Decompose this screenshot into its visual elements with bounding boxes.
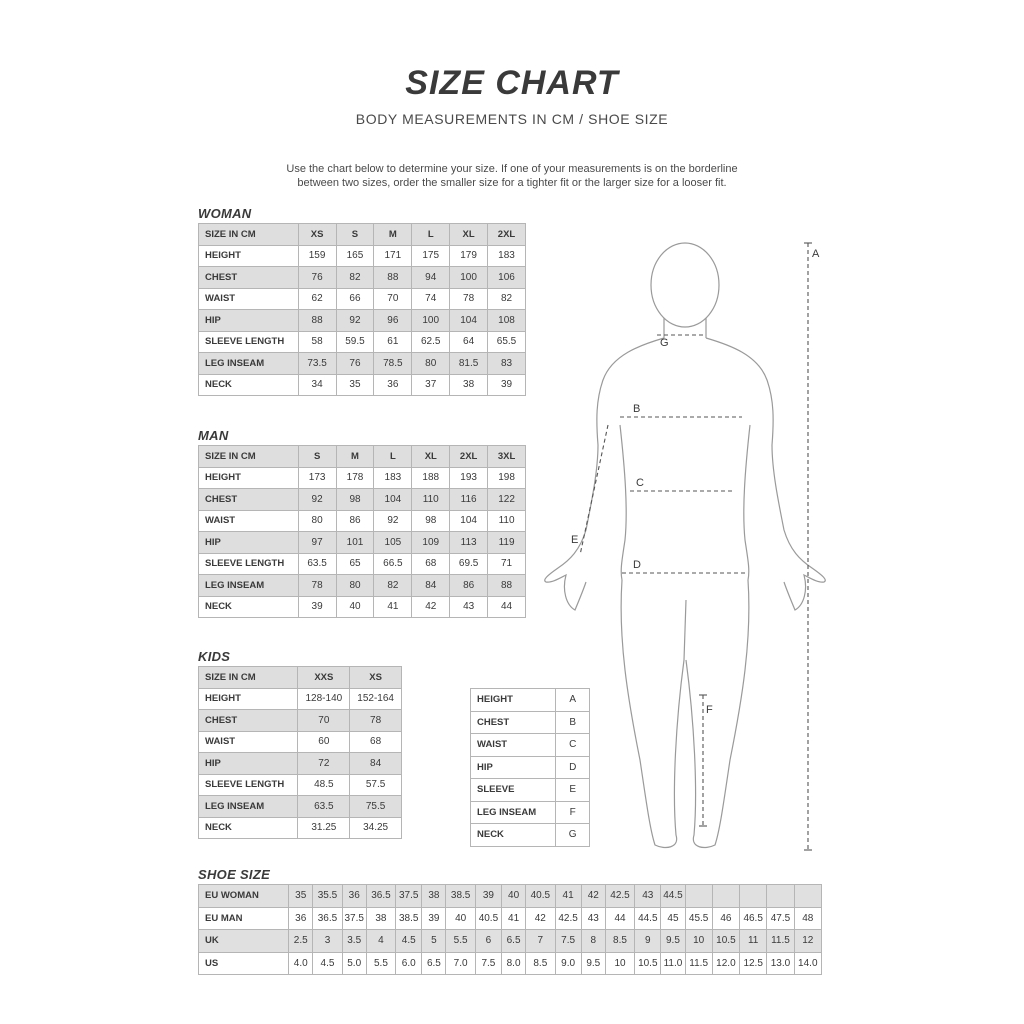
woman-row-label: LEG INSEAM <box>199 353 299 375</box>
shoe-cell: 9.5 <box>581 952 605 975</box>
man-row-label: HEIGHT <box>199 467 299 489</box>
shoe-cell: 40.5 <box>526 885 555 908</box>
man-cell: 116 <box>450 489 488 511</box>
body-outline <box>545 243 826 848</box>
shoe-size-table <box>198 884 822 975</box>
man-cell: 97 <box>298 532 336 554</box>
shoe-cell: 8 <box>581 930 605 953</box>
man-cell: 3XL <box>488 446 526 468</box>
woman-cell: 35 <box>336 374 374 396</box>
kids-table-row <box>199 667 402 689</box>
shoe-row-label: EU MAN <box>199 907 289 930</box>
shoe-cell: 9.5 <box>661 930 685 953</box>
kids-table-row <box>199 710 402 732</box>
shoe-cell: 12.5 <box>740 952 767 975</box>
shoe-cell: 14.0 <box>794 952 821 975</box>
shoe-cell: 38.5 <box>396 907 422 930</box>
kids-table-row <box>199 731 402 753</box>
woman-cell: 82 <box>336 267 374 289</box>
woman-cell: 59.5 <box>336 331 374 353</box>
man-cell: 188 <box>412 467 450 489</box>
legend-row-label: SLEEVE <box>471 779 556 802</box>
shoe-row-label: EU WOMAN <box>199 885 289 908</box>
shoe-cell: 5.0 <box>342 952 366 975</box>
shoe-cell: 35.5 <box>313 885 342 908</box>
shoe-cell: 39 <box>475 885 501 908</box>
woman-row-label: SLEEVE LENGTH <box>199 331 299 353</box>
man-cell: 92 <box>374 510 412 532</box>
shoe-table-row <box>199 907 822 930</box>
woman-table-row <box>199 310 526 332</box>
man-cell: 101 <box>336 532 374 554</box>
woman-section-title: WOMAN <box>198 206 252 221</box>
woman-table-row <box>199 374 526 396</box>
shoe-cell: 12 <box>794 930 821 953</box>
woman-cell: 159 <box>298 245 336 267</box>
shoe-cell: 5 <box>422 930 446 953</box>
shoe-row-label: UK <box>199 930 289 953</box>
woman-cell: 2XL <box>488 224 526 246</box>
kids-table-row <box>199 796 402 818</box>
man-cell: M <box>336 446 374 468</box>
woman-cell: 61 <box>374 331 412 353</box>
man-cell: 119 <box>488 532 526 554</box>
shoe-cell <box>767 885 794 908</box>
woman-cell: 66 <box>336 288 374 310</box>
woman-cell: 83 <box>488 353 526 375</box>
shoe-cell: 9.0 <box>555 952 581 975</box>
woman-cell: 165 <box>336 245 374 267</box>
man-cell: 82 <box>374 575 412 597</box>
kids-cell: 78 <box>350 710 402 732</box>
woman-cell: 62 <box>298 288 336 310</box>
man-row-label: CHEST <box>199 489 299 511</box>
shoe-cell: 3 <box>313 930 342 953</box>
legend-row-label: LEG INSEAM <box>471 801 556 824</box>
man-cell: 109 <box>412 532 450 554</box>
shoe-cell: 8.0 <box>502 952 526 975</box>
shoe-cell: 36.5 <box>313 907 342 930</box>
woman-row-label: HIP <box>199 310 299 332</box>
shoe-cell: 7.5 <box>475 952 501 975</box>
page-subtitle: BODY MEASUREMENTS IN CM / SHOE SIZE <box>355 111 669 127</box>
man-cell: 104 <box>450 510 488 532</box>
kids-cell: 128-140 <box>298 688 350 710</box>
man-table-row <box>199 575 526 597</box>
shoe-cell: 9 <box>635 930 661 953</box>
shoe-cell: 35 <box>289 885 313 908</box>
kids-table-row <box>199 688 402 710</box>
shoe-cell: 46.5 <box>740 907 767 930</box>
shoe-cell: 40.5 <box>475 907 501 930</box>
woman-row-label: SIZE IN CM <box>199 224 299 246</box>
man-cell: 71 <box>488 553 526 575</box>
kids-cell: XS <box>350 667 402 689</box>
woman-size-table <box>198 223 526 396</box>
shoe-cell: 12.0 <box>712 952 739 975</box>
shoe-cell: 38 <box>422 885 446 908</box>
man-cell: 113 <box>450 532 488 554</box>
woman-row-label: CHEST <box>199 267 299 289</box>
woman-cell: M <box>374 224 412 246</box>
shoe-cell: 11.5 <box>685 952 712 975</box>
marker-label-a: A <box>812 248 820 260</box>
page-title: SIZE CHART <box>405 64 619 102</box>
shoe-cell: 5.5 <box>446 930 475 953</box>
kids-cell: 60 <box>298 731 350 753</box>
intro-line-1: Use the chart below to determine your size. If one of your measurements is on the borderline <box>286 163 738 175</box>
man-cell: 43 <box>450 596 488 618</box>
kids-row-label: HIP <box>199 753 298 775</box>
kids-row-label: LEG INSEAM <box>199 796 298 818</box>
woman-table-row <box>199 353 526 375</box>
kids-row-label: HEIGHT <box>199 688 298 710</box>
man-cell: 86 <box>450 575 488 597</box>
shoe-cell: 39 <box>422 907 446 930</box>
woman-cell: 81.5 <box>450 353 488 375</box>
woman-cell: 104 <box>450 310 488 332</box>
shoe-cell: 44.5 <box>635 907 661 930</box>
shoe-cell: 36.5 <box>366 885 395 908</box>
shoe-cell: 44.5 <box>661 885 685 908</box>
woman-cell: 58 <box>298 331 336 353</box>
kids-cell: 34.25 <box>350 817 402 839</box>
legend-cell: E <box>556 779 590 802</box>
kids-cell: 31.25 <box>298 817 350 839</box>
man-cell: L <box>374 446 412 468</box>
shoe-cell: 2.5 <box>289 930 313 953</box>
woman-cell: 88 <box>374 267 412 289</box>
kids-cell: 75.5 <box>350 796 402 818</box>
man-table-row <box>199 446 526 468</box>
legend-cell: C <box>556 734 590 757</box>
woman-cell: 36 <box>374 374 412 396</box>
kids-cell: XXS <box>298 667 350 689</box>
shoe-cell: 38.5 <box>446 885 475 908</box>
shoe-cell: 3.5 <box>342 930 366 953</box>
man-table-row <box>199 510 526 532</box>
kids-row-label: NECK <box>199 817 298 839</box>
shoe-cell: 47.5 <box>767 907 794 930</box>
marker-label-g: G <box>660 337 669 349</box>
woman-cell: 65.5 <box>488 331 526 353</box>
shoe-section-title: SHOE SIZE <box>198 867 271 882</box>
shoe-cell: 37.5 <box>342 907 366 930</box>
shoe-cell: 4.5 <box>396 930 422 953</box>
man-cell: 2XL <box>450 446 488 468</box>
woman-cell: 88 <box>298 310 336 332</box>
kids-size-table <box>198 666 402 839</box>
shoe-cell: 13.0 <box>767 952 794 975</box>
marker-label-d: D <box>633 559 641 571</box>
man-cell: 65 <box>336 553 374 575</box>
woman-row-label: HEIGHT <box>199 245 299 267</box>
woman-cell: 78 <box>450 288 488 310</box>
woman-cell: 175 <box>412 245 450 267</box>
woman-cell: 92 <box>336 310 374 332</box>
shoe-cell: 40 <box>446 907 475 930</box>
shoe-cell: 42 <box>581 885 605 908</box>
shoe-cell: 7.0 <box>446 952 475 975</box>
shoe-cell: 6 <box>475 930 501 953</box>
woman-cell: 78.5 <box>374 353 412 375</box>
shoe-cell: 5.5 <box>366 952 395 975</box>
man-cell: 98 <box>412 510 450 532</box>
shoe-cell: 10 <box>605 952 634 975</box>
shoe-cell: 8.5 <box>605 930 634 953</box>
man-cell: 193 <box>450 467 488 489</box>
man-cell: S <box>298 446 336 468</box>
shoe-cell: 36 <box>289 907 313 930</box>
legend-row-label: HEIGHT <box>471 689 556 712</box>
man-cell: 173 <box>298 467 336 489</box>
kids-row-label: SLEEVE LENGTH <box>199 774 298 796</box>
marker-label-b: B <box>633 403 641 415</box>
man-cell: 86 <box>336 510 374 532</box>
woman-cell: XL <box>450 224 488 246</box>
shoe-cell: 10 <box>685 930 712 953</box>
woman-row-label: NECK <box>199 374 299 396</box>
man-cell: 69.5 <box>450 553 488 575</box>
man-table-row <box>199 596 526 618</box>
man-cell: 183 <box>374 467 412 489</box>
woman-cell: 73.5 <box>298 353 336 375</box>
man-cell: 66.5 <box>374 553 412 575</box>
man-cell: 40 <box>336 596 374 618</box>
kids-table-row <box>199 817 402 839</box>
man-row-label: SLEEVE LENGTH <box>199 553 299 575</box>
legend-cell: B <box>556 711 590 734</box>
man-cell: 84 <box>412 575 450 597</box>
woman-table-row <box>199 245 526 267</box>
shoe-cell: 6.5 <box>422 952 446 975</box>
woman-cell: 64 <box>450 331 488 353</box>
woman-cell: 37 <box>412 374 450 396</box>
legend-cell: G <box>556 824 590 847</box>
man-cell: 80 <box>336 575 374 597</box>
man-cell: XL <box>412 446 450 468</box>
man-cell: 44 <box>488 596 526 618</box>
legend-cell: A <box>556 689 590 712</box>
woman-cell: 34 <box>298 374 336 396</box>
man-table-row <box>199 467 526 489</box>
shoe-cell: 6.0 <box>396 952 422 975</box>
shoe-cell: 43 <box>635 885 661 908</box>
legend-cell: D <box>556 756 590 779</box>
woman-cell: 62.5 <box>412 331 450 353</box>
kids-section-title: KIDS <box>198 649 231 664</box>
shoe-cell: 7 <box>526 930 555 953</box>
shoe-cell: 6.5 <box>502 930 526 953</box>
woman-cell: 39 <box>488 374 526 396</box>
kids-cell: 68 <box>350 731 402 753</box>
kids-cell: 48.5 <box>298 774 350 796</box>
shoe-cell: 43 <box>581 907 605 930</box>
measurement-markers <box>580 243 808 850</box>
woman-cell: S <box>336 224 374 246</box>
man-cell: 104 <box>374 489 412 511</box>
legend-row-label: HIP <box>471 756 556 779</box>
man-section-title: MAN <box>198 428 229 443</box>
shoe-cell: 41 <box>502 907 526 930</box>
shoe-cell: 45 <box>661 907 685 930</box>
shoe-cell: 7.5 <box>555 930 581 953</box>
kids-cell: 63.5 <box>298 796 350 818</box>
legend-row-label: CHEST <box>471 711 556 734</box>
shoe-cell: 11.0 <box>661 952 685 975</box>
man-cell: 98 <box>336 489 374 511</box>
legend-cell: F <box>556 801 590 824</box>
woman-cell: 80 <box>412 353 450 375</box>
man-cell: 39 <box>298 596 336 618</box>
kids-cell: 84 <box>350 753 402 775</box>
shoe-cell: 45.5 <box>685 907 712 930</box>
shoe-cell: 44 <box>605 907 634 930</box>
shoe-table-row <box>199 885 822 908</box>
woman-cell: L <box>412 224 450 246</box>
woman-cell: 100 <box>412 310 450 332</box>
shoe-cell <box>794 885 821 908</box>
man-cell: 41 <box>374 596 412 618</box>
woman-row-label: WAIST <box>199 288 299 310</box>
kids-table-row <box>199 774 402 796</box>
woman-cell: 38 <box>450 374 488 396</box>
kids-row-label: CHEST <box>199 710 298 732</box>
shoe-table-row <box>199 930 822 953</box>
man-cell: 110 <box>488 510 526 532</box>
woman-table-row <box>199 224 526 246</box>
shoe-cell: 37.5 <box>396 885 422 908</box>
shoe-cell <box>685 885 712 908</box>
shoe-cell: 10.5 <box>635 952 661 975</box>
kids-cell: 57.5 <box>350 774 402 796</box>
man-cell: 80 <box>298 510 336 532</box>
man-cell: 88 <box>488 575 526 597</box>
intro-line-2: between two sizes, order the smaller size for a tighter fit or the larger size for a looser fit. <box>297 177 727 189</box>
shoe-table-row <box>199 952 822 975</box>
man-cell: 78 <box>298 575 336 597</box>
body-measurement-figure <box>530 230 830 860</box>
shoe-cell: 10.5 <box>712 930 739 953</box>
shoe-cell: 42 <box>526 907 555 930</box>
shoe-cell: 4 <box>366 930 395 953</box>
woman-cell: 106 <box>488 267 526 289</box>
shoe-cell: 11 <box>740 930 767 953</box>
woman-cell: 76 <box>336 353 374 375</box>
marker-label-e: E <box>571 534 579 546</box>
woman-cell: 70 <box>374 288 412 310</box>
man-row-label: WAIST <box>199 510 299 532</box>
marker-end-ticks <box>699 243 812 850</box>
sleeve-marker-line <box>580 425 608 555</box>
kids-table-row <box>199 753 402 775</box>
woman-cell: 171 <box>374 245 412 267</box>
woman-table-row <box>199 267 526 289</box>
man-cell: 68 <box>412 553 450 575</box>
man-cell: 110 <box>412 489 450 511</box>
woman-table-row <box>199 331 526 353</box>
woman-cell: 74 <box>412 288 450 310</box>
kids-row-label: SIZE IN CM <box>199 667 298 689</box>
legend-row-label: WAIST <box>471 734 556 757</box>
kids-cell: 72 <box>298 753 350 775</box>
woman-table-row <box>199 288 526 310</box>
woman-cell: 76 <box>298 267 336 289</box>
man-cell: 42 <box>412 596 450 618</box>
shoe-row-label: US <box>199 952 289 975</box>
woman-cell: 94 <box>412 267 450 289</box>
man-cell: 63.5 <box>298 553 336 575</box>
woman-cell: 96 <box>374 310 412 332</box>
shoe-cell: 11.5 <box>767 930 794 953</box>
legend-row-label: NECK <box>471 824 556 847</box>
woman-cell: 82 <box>488 288 526 310</box>
marker-label-c: C <box>636 477 644 489</box>
man-table-row <box>199 532 526 554</box>
kids-cell: 70 <box>298 710 350 732</box>
man-cell: 122 <box>488 489 526 511</box>
man-cell: 198 <box>488 467 526 489</box>
woman-cell: 179 <box>450 245 488 267</box>
shoe-cell: 41 <box>555 885 581 908</box>
shoe-cell: 42.5 <box>605 885 634 908</box>
shoe-cell: 8.5 <box>526 952 555 975</box>
intro-text <box>240 162 784 190</box>
woman-cell: 100 <box>450 267 488 289</box>
marker-label-f: F <box>706 704 713 716</box>
woman-cell: 183 <box>488 245 526 267</box>
shoe-cell: 42.5 <box>555 907 581 930</box>
kids-row-label: WAIST <box>199 731 298 753</box>
man-row-label: NECK <box>199 596 299 618</box>
shoe-cell: 46 <box>712 907 739 930</box>
shoe-cell: 48 <box>794 907 821 930</box>
man-row-label: LEG INSEAM <box>199 575 299 597</box>
shoe-cell: 38 <box>366 907 395 930</box>
man-size-table <box>198 445 526 618</box>
woman-cell: 108 <box>488 310 526 332</box>
man-row-label: SIZE IN CM <box>199 446 299 468</box>
man-cell: 178 <box>336 467 374 489</box>
shoe-cell <box>740 885 767 908</box>
shoe-cell <box>712 885 739 908</box>
man-row-label: HIP <box>199 532 299 554</box>
man-cell: 105 <box>374 532 412 554</box>
man-cell: 92 <box>298 489 336 511</box>
shoe-cell: 40 <box>502 885 526 908</box>
shoe-cell: 4.5 <box>313 952 342 975</box>
man-table-row <box>199 553 526 575</box>
kids-cell: 152-164 <box>350 688 402 710</box>
man-table-row <box>199 489 526 511</box>
shoe-cell: 4.0 <box>289 952 313 975</box>
shoe-cell: 36 <box>342 885 366 908</box>
woman-cell: XS <box>298 224 336 246</box>
